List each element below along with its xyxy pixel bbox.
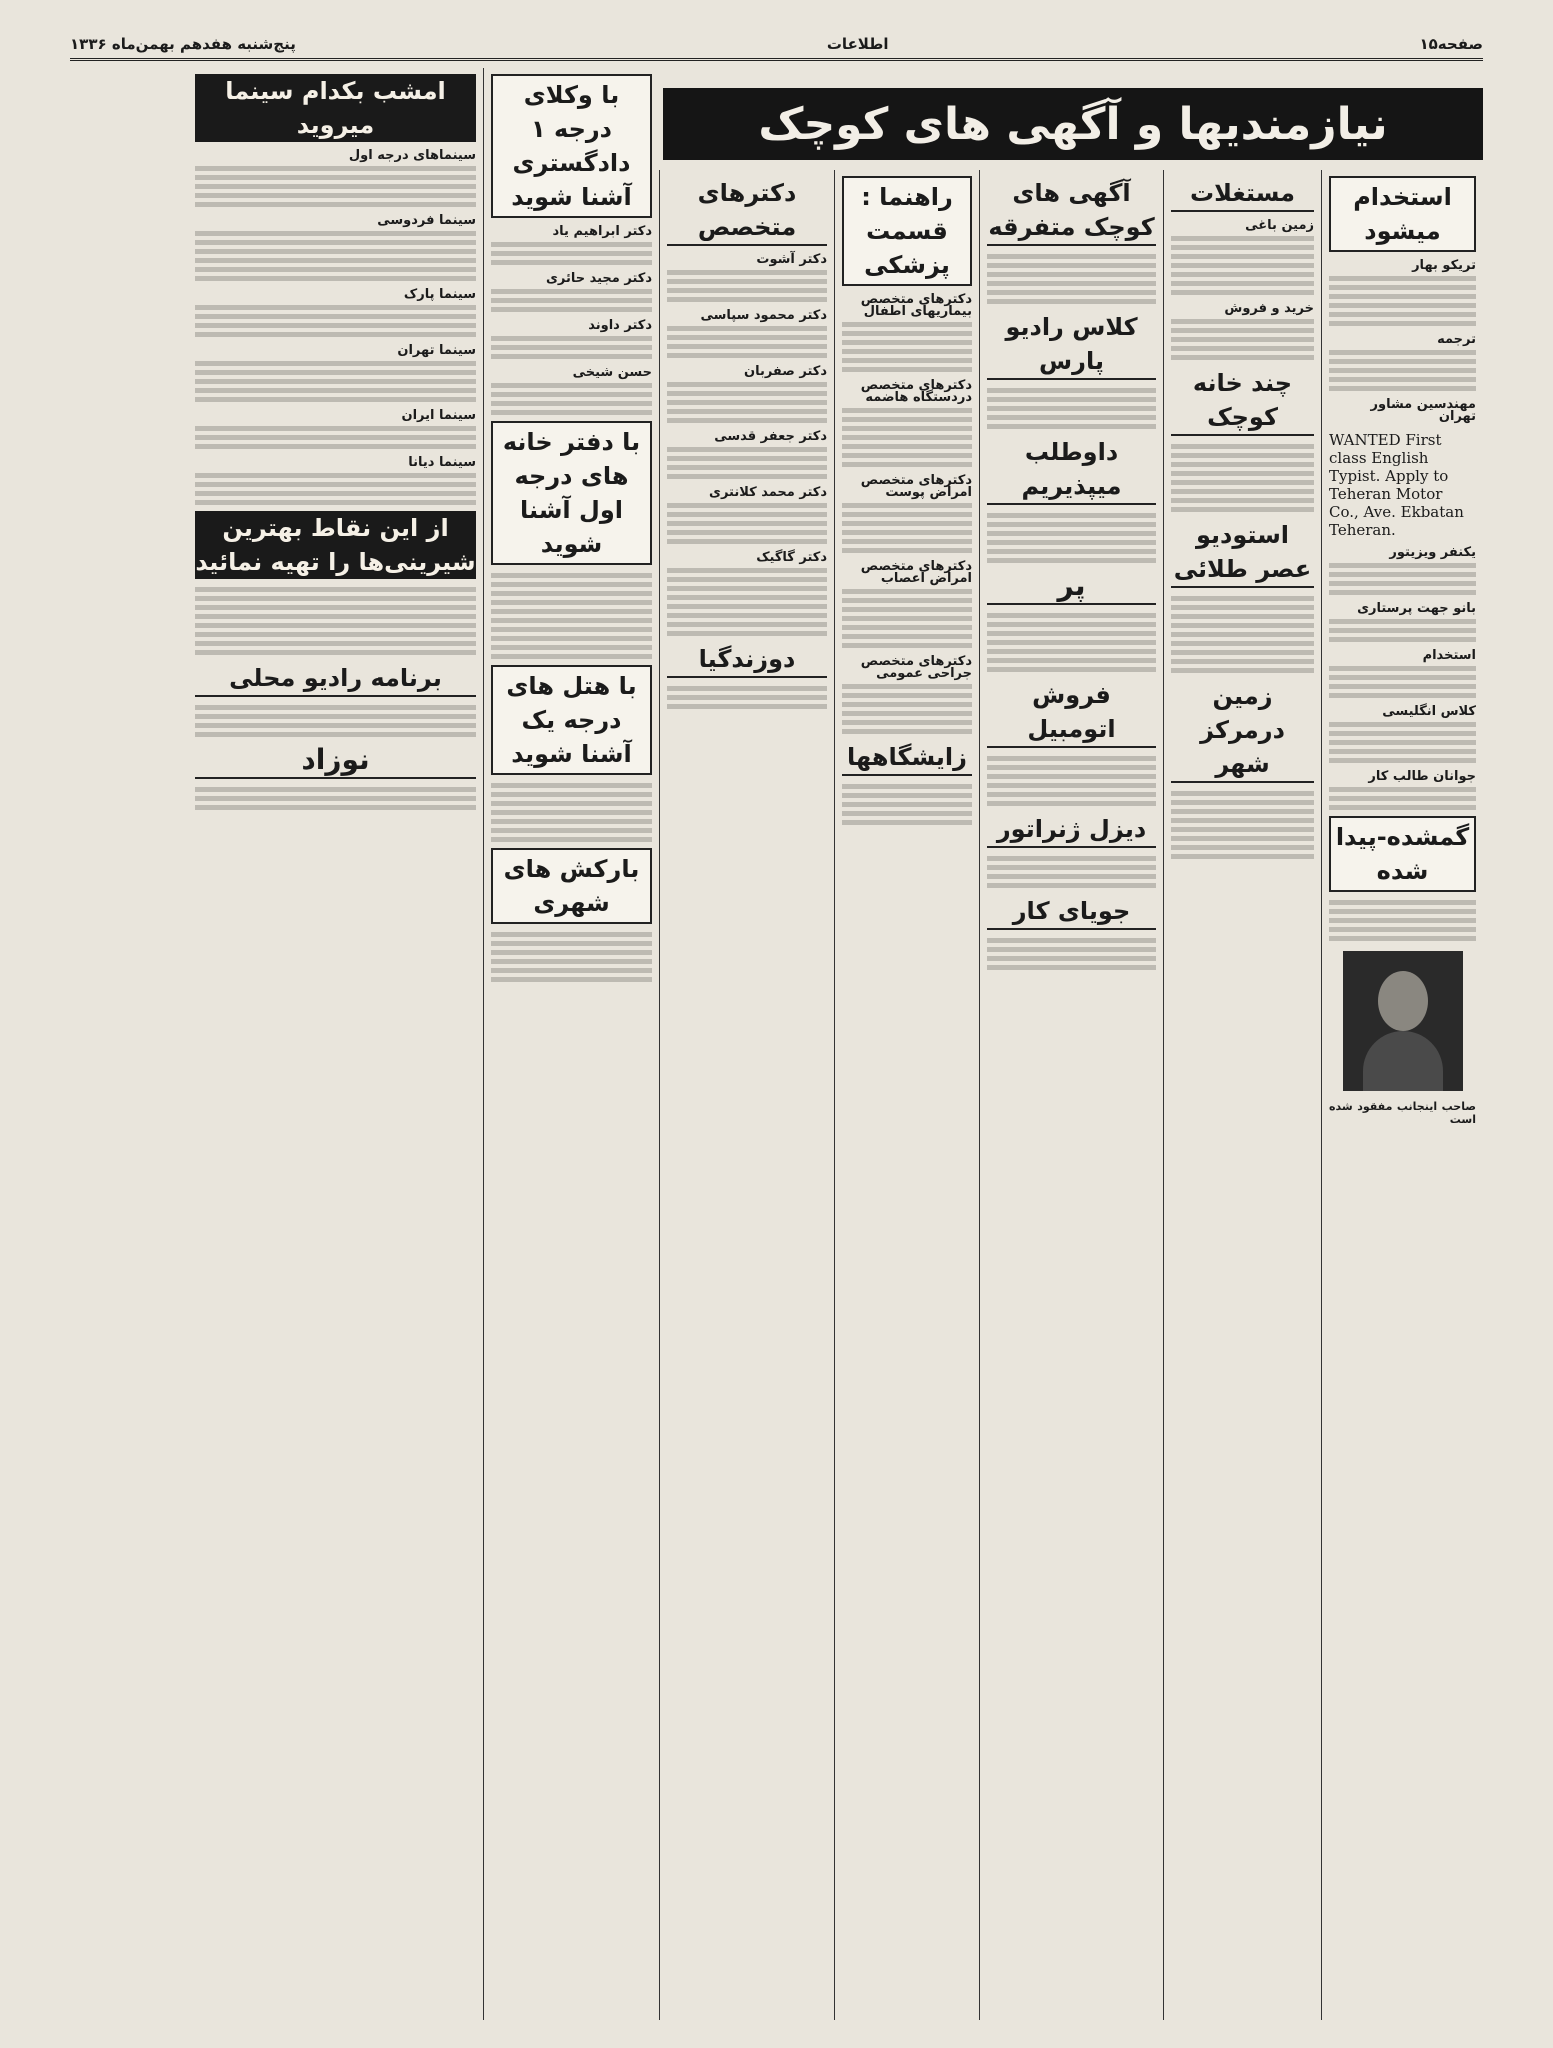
ad-title: دکتر جعفر قدسی [714,429,827,444]
ad-title: سینما پارک [403,287,476,302]
ad-title: ترجمه [1437,332,1476,347]
page-number: صفحه۱۵ [1419,35,1483,53]
classified-banner: نیازمندیها و آگهی های کوچک [663,88,1483,160]
ad-body [195,587,476,655]
section-title: جویای کار [987,894,1156,930]
person-photo [1343,951,1463,1091]
ad-title: حسن شیخی [572,365,652,380]
section-title: با هتل های درجه یک آشنا شوید [491,665,652,775]
ad-title: دکتر محمود سپاسی [700,308,827,323]
english-ad: WANTED First class English Typist. Apply to Teheran Motor Co., Ave. Ekbatan Teheran. [1329,431,1464,539]
ad-body [491,573,652,659]
section-title: چند خانه کوچک [1171,366,1314,436]
ad-body [667,382,827,423]
ad-title: دکترهای متخصص جراحی عمومی [860,654,972,681]
paper-name: اطلاعات [826,35,889,53]
ad-title: دکترهای متخصص دردستگاه هاضمه [860,378,972,405]
column-title: با وکلای درجه ۱ دادگستری آشنا شوید [491,74,652,218]
column-title: راهنما : قسمت پزشکی [842,176,972,286]
ad-title: سینما تهران [397,343,476,358]
ad-title: سینما فردوسی [377,213,476,228]
ad-body [987,613,1156,672]
ad-title: سینماهای درجه اول [348,148,476,163]
ad-body [1329,276,1476,326]
ad-body [667,326,827,358]
ad-title: تریکو بهار [1412,258,1476,273]
ad-title: سینما دیانا [408,455,476,470]
column-real-estate [1163,170,1321,2020]
ad-body [195,705,476,737]
ad-body [667,447,827,479]
ad-title: دکتر گاگیک [756,550,827,565]
ad-body [195,166,476,207]
column-title: آگهی های کوچک متفرقه [987,176,1156,246]
ad-title: بانو جهت پرستاری [1357,601,1476,616]
ad-body [667,686,827,709]
ad-title: دکتر محمد کلانتری [709,485,827,500]
ad-body [195,787,476,810]
ad-body [667,270,827,302]
ad-body [195,361,476,402]
ad-title: یکنفر ویزیتور [1389,545,1476,560]
section-title: استودیو عصر طلائی [1171,518,1314,588]
ad-body [1329,722,1476,763]
ad-body [1329,666,1476,698]
ad-body [842,408,972,467]
photo-caption: صاحب اینجانب مفقود شده است [1329,1100,1476,1126]
column-misc [979,170,1163,2020]
section-title: نوزاد [195,743,476,779]
ad-body [987,756,1156,806]
ad-body [1171,319,1314,360]
ad-title: جوانان طالب کار [1368,769,1476,784]
ad-body [195,473,476,505]
column-title: دکترهای متخصص [667,176,827,246]
ad-title: دکتر داوند [588,318,652,333]
section-title: با دفتر خانه های درجه اول آشنا شوید [491,421,652,565]
ad-body [1329,900,1476,941]
ad-body [987,856,1156,888]
section-title: زمین درمرکز شهر [1171,679,1314,783]
column-employment [1321,170,1483,2020]
section-title: دیزل ژنراتور [987,812,1156,848]
ad-body [1329,350,1476,391]
column-lawyers [483,68,659,2020]
section-title: پر [987,569,1156,605]
ad-body [842,589,972,648]
ad-body [842,784,972,825]
section-title: بارکش های شهری [491,848,652,924]
section-title: فروش اتومبیل [987,678,1156,748]
ad-body [987,388,1156,429]
ad-title: سینما ایران [401,408,476,423]
ad-title: دکترهای متخصص امراض پوست [860,473,972,500]
column-title: مستغلات [1171,176,1314,212]
ad-title: دکترهای متخصص بیماریهای اطفال [860,292,972,319]
ad-body [1171,236,1314,295]
ad-title: خرید و فروش [1224,301,1314,316]
ad-body [1171,791,1314,859]
ad-title: دکتر صفربان [743,364,827,379]
column-title: امشب بکدام سینما میروید [195,74,476,142]
ad-body [842,322,972,372]
ad-title: دکترهای متخصص امراض اعصاب [860,559,972,586]
ad-body [195,426,476,449]
ad-body [491,932,652,982]
ad-title: زمین باغی [1245,218,1314,233]
issue-date: پنج‌شنبه هفدهم بهمن‌ماه ۱۳۳۶ [70,35,296,53]
ad-body [842,503,972,553]
ad-body [1329,563,1476,595]
ad-body [1329,787,1476,810]
ad-title: دکتر ابراهیم یاد [552,224,652,239]
ad-body [667,503,827,544]
section-title: زایشگاهها [842,740,972,776]
ad-title: دکتر مجید حائری [545,271,652,286]
ad-body [1329,619,1476,642]
ad-body [987,254,1156,304]
ad-title: دکتر آشوت [756,252,827,267]
ad-body [195,305,476,337]
ad-body [491,383,652,415]
column-title: استخدام میشود [1329,176,1476,252]
ad-body [842,684,972,734]
ad-body [987,513,1156,563]
column-specialists [659,170,834,2020]
ad-body [491,783,652,842]
ad-body [491,336,652,359]
section-title: گمشده-پیدا شده [1329,816,1476,892]
section-title: دوزندگیا [667,642,827,678]
ad-body [987,938,1156,970]
ad-title: مهندسین مشاور تهران [1370,397,1476,424]
ad-title: استخدام [1422,648,1476,663]
column-cinema [188,68,483,2020]
ad-body [667,568,827,636]
section-title: برنامه رادیو محلی [195,661,476,697]
ad-body [195,231,476,281]
ad-body [491,242,652,265]
section-title: کلاس رادیو پارس [987,310,1156,380]
column-medical-guide [834,170,979,2020]
ad-body [1171,444,1314,512]
ad-body [1171,596,1314,673]
section-title: از این نقاط بهترین شیرینی‌ها را تهیه نمائید [195,511,476,579]
masthead [70,30,1483,61]
ad-body [491,289,652,312]
ad-title: کلاس انگلیسی [1382,704,1476,719]
section-title: داوطلب میپذیریم [987,435,1156,505]
